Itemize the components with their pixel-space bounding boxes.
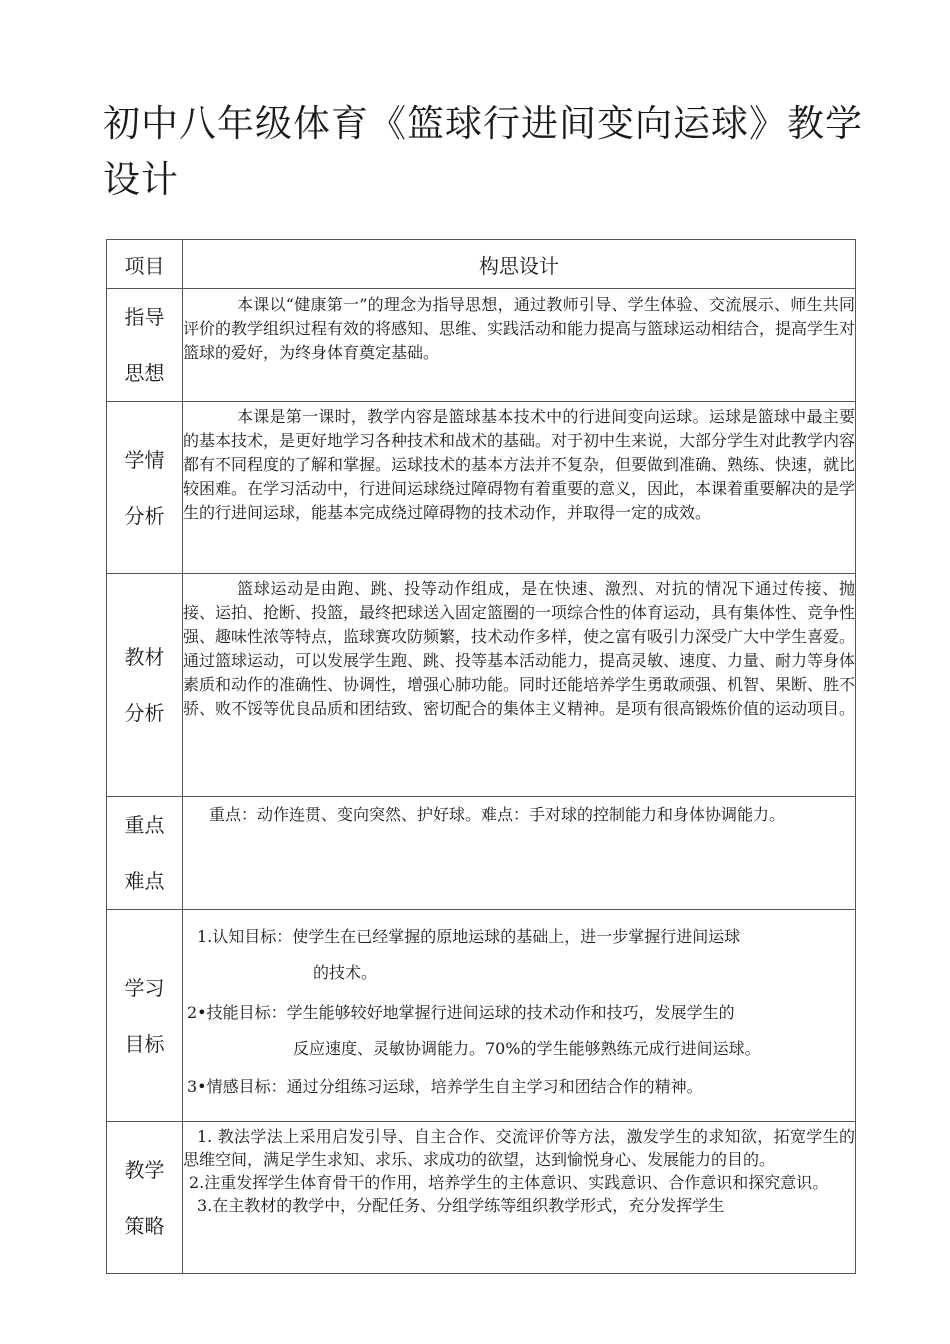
key-points-text: 重点：动作连贯、变向突然、护好球。难点：手对球的控制能力和身体协调能力。 (209, 805, 786, 824)
goal-skill: 2•技能目标：学生能够较好地掌握行进间运球的技术动作和技巧，发展学生的 (187, 1003, 735, 1022)
row-label: 教学 策略 (107, 1122, 183, 1274)
design-table (106, 239, 856, 1274)
table-row (107, 797, 856, 910)
row-content (183, 289, 856, 402)
table-row (107, 402, 856, 574)
row-content (183, 910, 856, 1122)
header-item: 项目 (107, 240, 183, 289)
row-content (183, 1122, 856, 1274)
material-analysis-text: 篮球运动是由跑、跳、投等动作组成，是在快速、激烈、对抗的情况下通过传接、抛接、运拍、抢断、投篮，最终把球送入固定篮圈的一项综合性的体育运动，具有集体性、竞争性强、趣味性浓等特点，监球赛攻防频繁，技术动作多样，使之富有吸引力深受广大中学生喜爱。通过篮球运动，可以发展学生跑、跳、投等基本活动能力，提高灵敏、速度、力量、耐力等身体素质和动作的准确性、协调性，增强心肺功能。同时还能培养学生勇敢顽强、机智、果断、胜不骄、败不馁等优良品质和团结致、密切配合的集体主义精神。是项有很高锻炼价值的运动项目。 (183, 579, 856, 718)
table-row (107, 910, 856, 1122)
row-content (183, 402, 856, 574)
goal-cognitive: 1.认知目标：使学生在已经掌握的原地运球的基础上，进一步掌握行进间运球 (197, 927, 741, 946)
row-content (183, 797, 856, 910)
student-analysis-text: 本课是第一课时，教学内容是篮球基本技术中的行进间变向运球。运球是篮球中最主要的基本技术，是更好地学习各种技术和战术的基础。对于初中生来说，大部分学生对此教学内容都有不同程度的了解和掌握。运球技术的基本方法并不复杂，但要做到准确、熟练、快速，就比较困难。在学习活动中，行进间运球绕过障碍物有着重要的意义，因此，本课着重要解决的是学生的行进间运球，能基本完成绕过障碍物的技术动作，并取得一定的成效。 (183, 407, 856, 522)
row-label: 指导 思想 (107, 289, 183, 402)
strategy-3: 3.在主教材的教学中，分配任务、分组学练等组织教学形式，充分发挥学生 (197, 1196, 725, 1215)
row-label: 学习 目标 (107, 910, 183, 1122)
strategy-2: 2.注重发挥学生体育骨干的作用，培养学生的主体意识、实践意识、合作意识和探究意识。 (189, 1173, 829, 1192)
row-content (183, 574, 856, 797)
strategy-1: 1. 教法学法上采用启发引导、自主合作、交流评价等方法，激发学生的求知欲，拓宽学生的思维空间，满足学生求知、求乐、求成功的欲望，达到愉悦身心、发展能力的目的。 (183, 1127, 855, 1169)
goal-affective: 3•情感目标：通过分组练习运球，培养学生自主学习和团结合作的精神。 (187, 1077, 703, 1096)
table-row (107, 574, 856, 797)
header-design: 构思设计 (183, 240, 856, 289)
goal-cognitive-cont: 的技术。 (313, 963, 378, 982)
row-label: 重点 难点 (107, 797, 183, 910)
guiding-thought-text: 本课以“健康第一”的理念为指导思想，通过教师引导、学生体验、交流展示、师生共同评价的教学组织过程有效的将感知、思维、实践活动和能力提高与篮球运动相结合，提高学生对篮球的爱好，为终身体育奠定基础。 (183, 295, 856, 362)
table-row (107, 289, 856, 402)
row-label: 教材 分析 (107, 574, 183, 797)
table-header-row (107, 240, 856, 289)
page-title: 初中八年级体育《篮球行进间变向运球》教学设计 (103, 102, 863, 201)
goal-skill-cont: 反应速度、灵敏协调能力。70%的学生能够熟练元成行进间运球。 (293, 1039, 761, 1058)
row-label: 学情 分析 (107, 402, 183, 574)
table-row (107, 1122, 856, 1274)
